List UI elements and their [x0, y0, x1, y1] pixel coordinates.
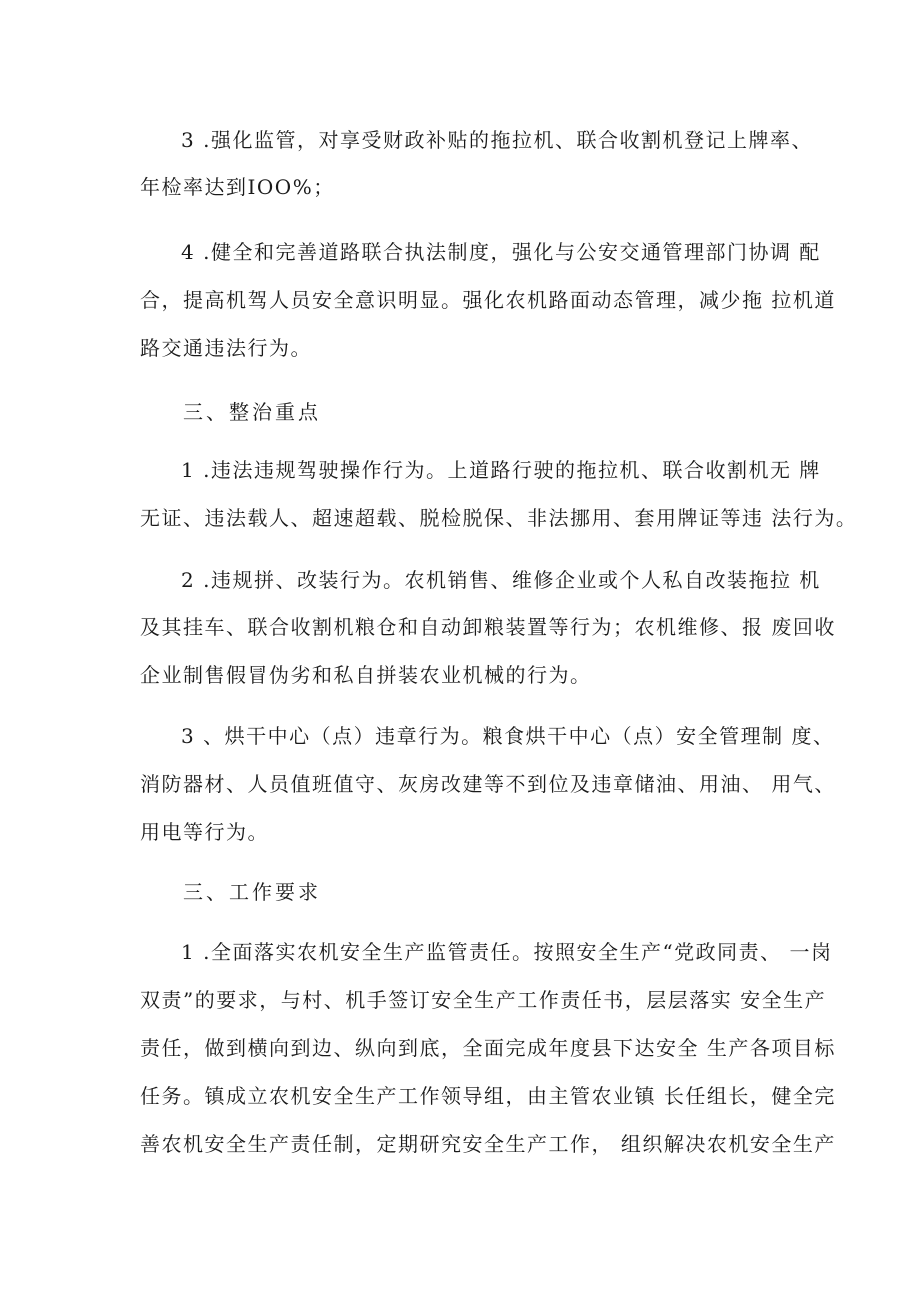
paragraph-4-line-2: 合，提高机驾人员安全意识明显。强化农机路面动态管理，减少拖 拉机道: [140, 288, 836, 312]
paragraph-4-line-3: 路交通违法行为。: [140, 336, 312, 360]
focus-item-1-line-1: 1 .违法违规驾驶操作行为。上道路行驶的拖拉机、联合收割机无 牌: [181, 458, 821, 482]
section-heading-focus: 三、整治重点: [183, 400, 321, 424]
focus-item-1-line-2: 无证、违法载人、超速超载、脱检脱保、非法挪用、套用牌证等违 法行为。: [140, 506, 858, 530]
focus-item-2-line-1: 2 .违规拼、改装行为。农机销售、维修企业或个人私自改装拖拉 机: [181, 568, 821, 592]
requirement-1-line-4: 任务。镇成立农机安全生产工作领导组，由主管农业镇 长任组长，健全完: [140, 1084, 836, 1108]
requirement-1-line-3: 责任，做到横向到边、纵向到底，全面完成年度县下达安全 生产各项目标: [140, 1036, 836, 1060]
focus-item-3-line-3: 用电等行为。: [140, 820, 269, 844]
paragraph-3-line-1: 3 .强化监管，对享受财政补贴的拖拉机、联合收割机登记上牌率、: [181, 128, 813, 152]
focus-item-2-line-2: 及其挂车、联合收割机粮仓和自动卸粮装置等行为；农机维修、报 废回收: [140, 615, 836, 639]
section-heading-requirements: 三、工作要求: [183, 880, 321, 904]
focus-item-3-line-2: 消防器材、人员值班值守、灰房改建等不到位及违章储油、用油、 用气、: [140, 772, 836, 796]
requirement-1-line-5: 善农机安全生产责任制，定期研究安全生产工作， 组织解决农机安全生产: [140, 1132, 836, 1156]
requirement-1-line-1: 1 .全面落实农机安全生产监管责任。按照安全生产“党政同责、 一岗: [181, 940, 833, 964]
focus-item-2-line-3: 企业制售假冒伪劣和私自拼装农业机械的行为。: [140, 663, 592, 687]
focus-item-3-line-1: 3 、烘干中心（点）违章行为。粮食烘干中心（点）安全管理制 度、: [181, 724, 835, 748]
requirement-1-line-2: 双责”的要求，与村、机手签订安全生产工作责任书，层层落实 安全生产: [140, 988, 827, 1012]
paragraph-3-line-2: 年检率达到IOO%；: [140, 175, 335, 199]
paragraph-4-line-1: 4 .健全和完善道路联合执法制度，强化与公安交通管理部门协调 配: [181, 240, 821, 264]
